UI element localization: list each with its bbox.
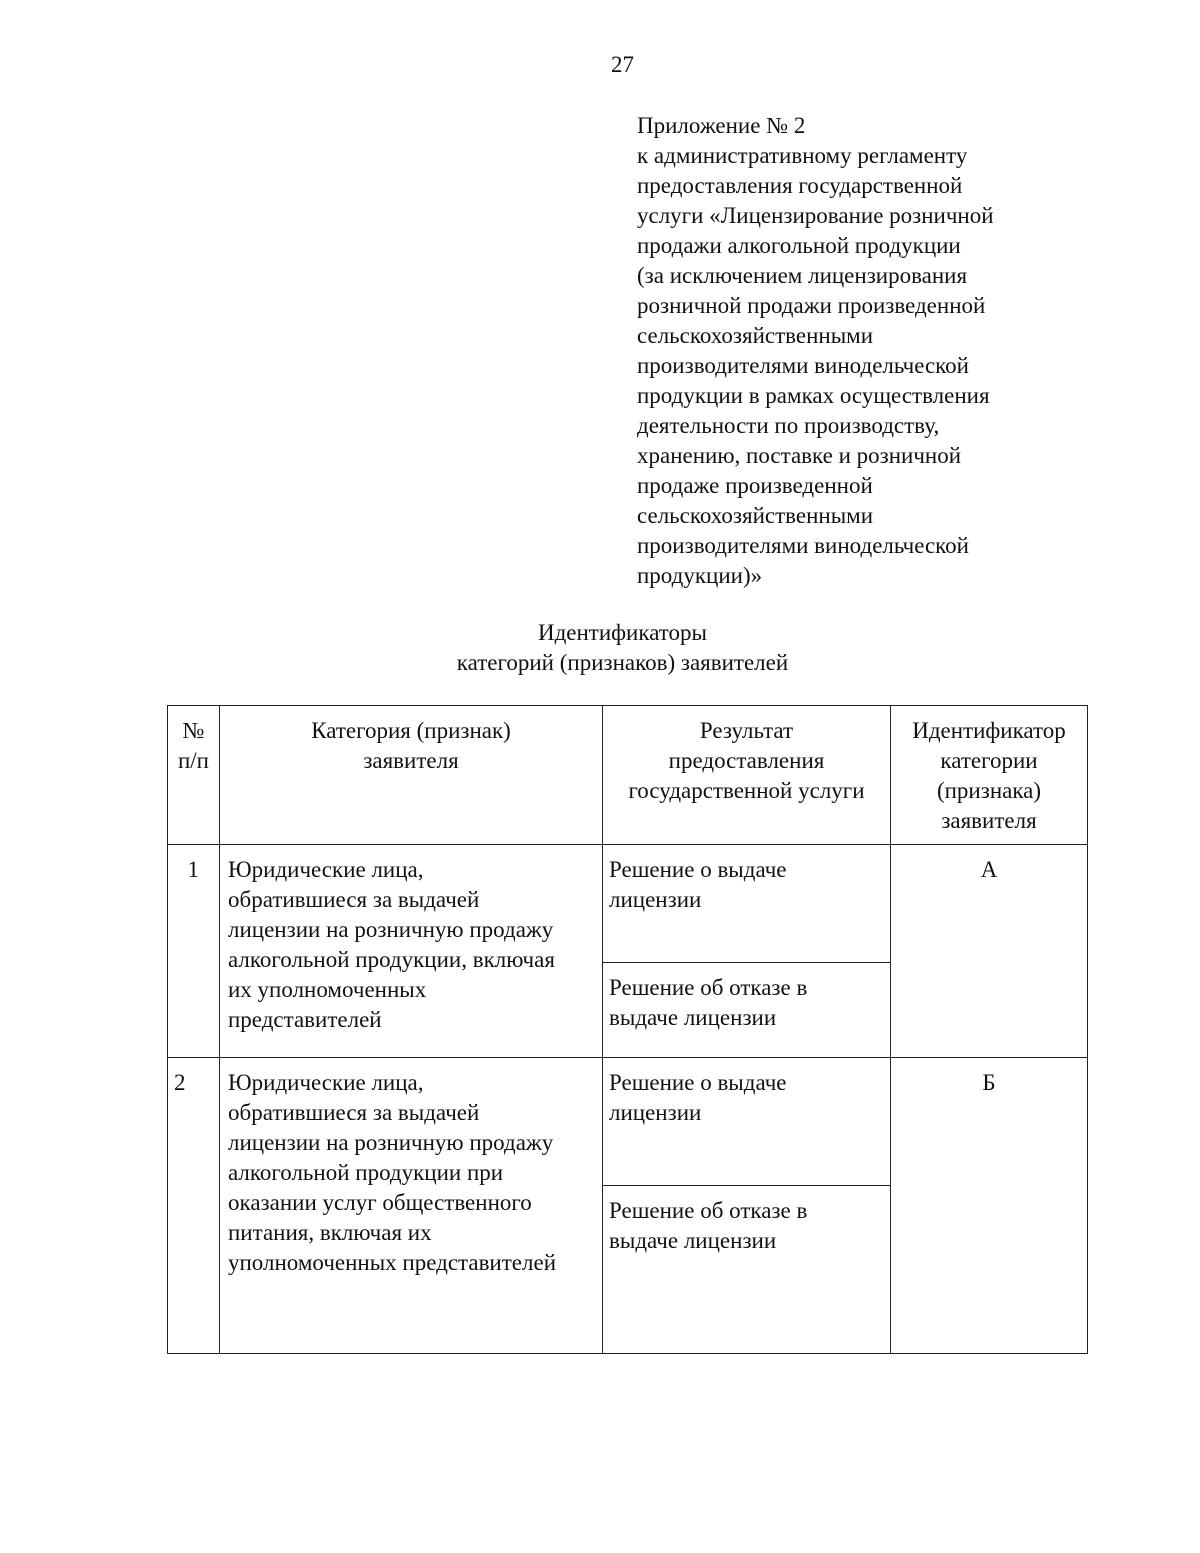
appendix-line: к административному регламенту xyxy=(637,143,968,168)
appendix-line: продажи алкогольной продукции xyxy=(637,233,961,258)
appendix-line: сельскохозяйственными xyxy=(637,503,874,528)
category-line: лицензии на розничную продажу xyxy=(228,1130,554,1155)
result-line: Решение об отказе в xyxy=(609,1198,808,1223)
category-line: алкогольной продукции, включая xyxy=(228,947,555,972)
header-category-line: заявителя xyxy=(363,748,459,773)
row-identifier: А xyxy=(891,845,1088,1058)
header-identifier-line: заявителя xyxy=(941,808,1037,833)
row-category xyxy=(220,1058,603,1354)
header-result-line: предоставления xyxy=(668,748,825,773)
appendix-line: продукции в рамках осуществления xyxy=(637,383,990,408)
category-line: питания, включая их xyxy=(228,1220,432,1245)
table-row xyxy=(168,1058,1088,1186)
appendix-line: (за исключением лицензирования xyxy=(637,263,968,288)
appendix-line: хранению, поставке и розничной xyxy=(637,443,962,468)
row-result xyxy=(603,1058,891,1186)
appendix-line: производителями винодельческой xyxy=(637,533,969,558)
category-line: обратившиеся за выдачей xyxy=(228,1100,480,1125)
header-num xyxy=(168,706,220,845)
header-num-line: п/п xyxy=(177,748,209,773)
header-identifier-line: Идентификатор xyxy=(912,718,1066,743)
appendix-line: сельскохозяйственными xyxy=(637,323,874,348)
table-header-row xyxy=(168,706,1088,845)
header-num-line: № xyxy=(182,718,205,743)
category-line: оказании услуг общественного xyxy=(228,1190,532,1215)
category-line: лицензии на розничную продажу xyxy=(228,917,554,942)
appendix-line: розничной продажи произведенной xyxy=(637,293,986,318)
header-category xyxy=(220,706,603,845)
result-line: выдаче лицензии xyxy=(609,1005,777,1030)
row-result xyxy=(603,845,891,963)
header-result-line: государственной услуги xyxy=(628,778,865,803)
appendix-line: производителями винодельческой xyxy=(637,353,969,378)
applicant-categories-table xyxy=(167,705,1088,1354)
category-line: Юридические лица, xyxy=(228,857,424,882)
category-line: алкогольной продукции при xyxy=(228,1160,504,1185)
header-identifier xyxy=(891,706,1088,845)
row-identifier: Б xyxy=(891,1058,1088,1354)
header-category-line: Категория (признак) xyxy=(311,718,511,743)
result-line: Решение об отказе в xyxy=(609,975,808,1000)
document-title xyxy=(0,618,1200,678)
header-result-line: Результат xyxy=(699,718,794,743)
header-result xyxy=(603,706,891,845)
result-line: Решение о выдаче xyxy=(609,857,787,882)
row-number: 1 xyxy=(168,845,220,1058)
header-identifier-line: категории xyxy=(940,748,1038,773)
category-line: Юридические лица, xyxy=(228,1070,424,1095)
category-line: уполномоченных представителей xyxy=(228,1250,556,1275)
row-category xyxy=(220,845,603,1058)
appendix-line: предоставления государственной xyxy=(637,173,963,198)
category-line: представителей xyxy=(228,1007,382,1032)
table-row xyxy=(168,845,1088,963)
row-result xyxy=(603,1186,891,1354)
appendix-line: деятельности по производству, xyxy=(637,413,940,438)
category-line: их уполномоченных xyxy=(228,977,427,1002)
title-line-2: категорий (признаков) заявителей xyxy=(456,650,789,675)
page-number: 27 xyxy=(611,52,634,77)
row-number: 2 xyxy=(168,1058,220,1354)
appendix-block xyxy=(637,111,1117,591)
appendix-line: продукции)» xyxy=(637,563,763,588)
result-line: выдаче лицензии xyxy=(609,1228,777,1253)
result-line: лицензии xyxy=(609,1100,702,1125)
appendix-line: продаже произведенной xyxy=(637,473,873,498)
title-line-1: Идентификаторы xyxy=(537,620,708,645)
appendix-line: услуги «Лицензирование розничной xyxy=(637,203,994,228)
row-result xyxy=(603,963,891,1058)
category-line: обратившиеся за выдачей xyxy=(228,887,480,912)
result-line: лицензии xyxy=(609,887,702,912)
result-line: Решение о выдаче xyxy=(609,1070,787,1095)
appendix-line: Приложение № 2 xyxy=(637,113,806,138)
header-identifier-line: (признака) xyxy=(936,778,1042,803)
